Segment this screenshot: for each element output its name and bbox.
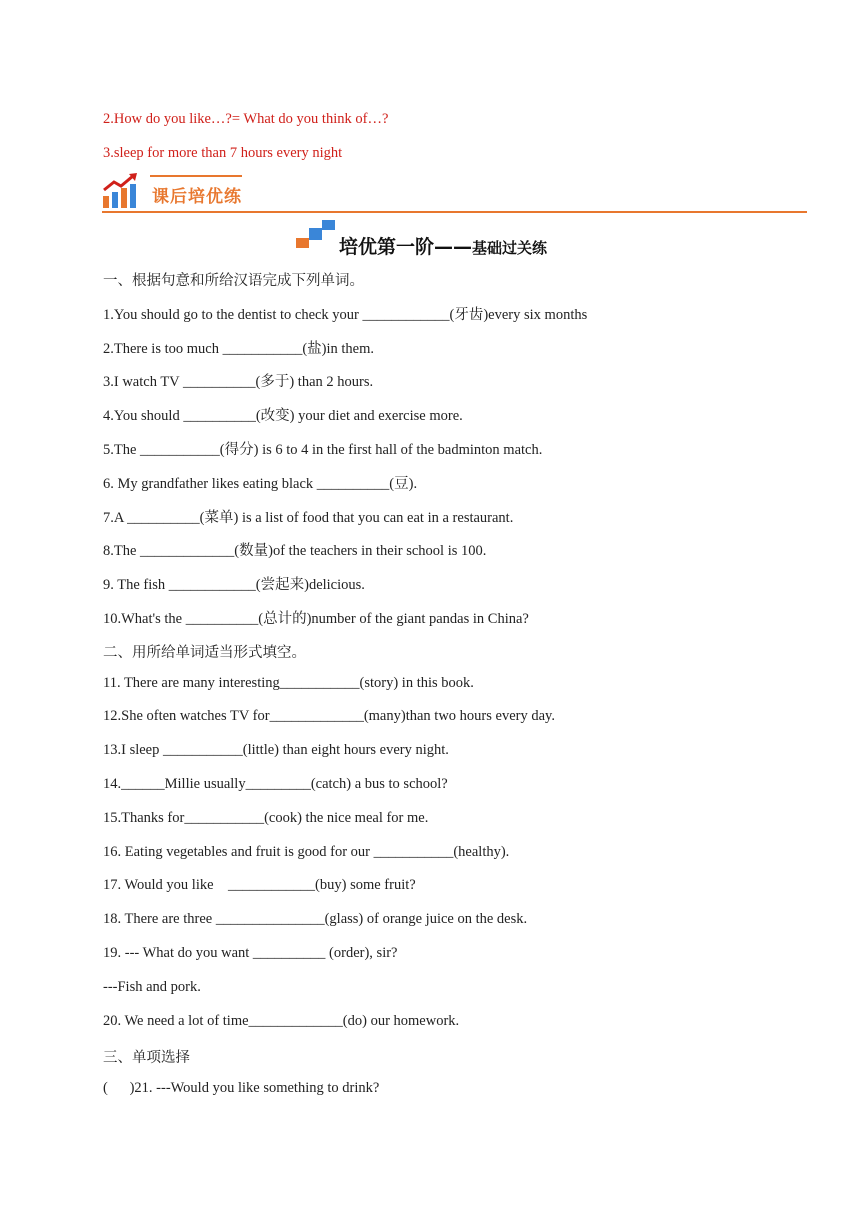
level-title xyxy=(339,232,547,259)
banner-top-rule xyxy=(150,175,242,177)
banner-bottom-rule xyxy=(102,211,807,213)
section-title: 一、根据句意和所给汉语完成下列单词。 xyxy=(103,273,364,289)
section-banner xyxy=(102,172,807,216)
exercise-line: ( )21. ---Would you like something to drink? xyxy=(103,1080,380,1096)
note-line: 3.sleep for more than 7 hours every night xyxy=(103,145,343,161)
section-title: 三、单项选择 xyxy=(103,1050,190,1066)
exercise-line: 11. There are many interesting___________(story) in this book. xyxy=(103,675,474,691)
exercise-line: 3.I watch TV __________(多于) than 2 hours. xyxy=(103,374,374,390)
exercise-line: 7.A __________(菜单) is a list of food that you can eat in a restaurant. xyxy=(103,510,514,526)
exercise-line: 13.I sleep ___________(little) than eight hours every night. xyxy=(103,742,449,758)
exercise-line: 9. The fish ____________(尝起来)delicious. xyxy=(103,577,365,593)
exercise-line: 19. --- What do you want __________ (order), sir? xyxy=(103,945,398,961)
stairs-icon xyxy=(296,220,336,250)
exercise-line: 1.You should go to the dentist to check your ____________(牙齿)every six months xyxy=(103,307,588,323)
section-title: 二、用所给单词适当形式填空。 xyxy=(103,645,306,661)
exercise-line: 16. Eating vegetables and fruit is good for our ___________(healthy). xyxy=(103,844,510,860)
exercise-line: 18. There are three _______________(glass) of orange juice on the desk. xyxy=(103,911,528,927)
exercise-line: 17. Would you like ____________(buy) some fruit? xyxy=(103,877,416,893)
level-title-dash: —— xyxy=(434,236,473,258)
exercise-line: 10.What's the __________(总计的)number of the giant pandas in China? xyxy=(103,611,529,627)
note-line: 2.How do you like…?= What do you think of…? xyxy=(103,111,389,127)
exercise-line: 6. My grandfather likes eating black __________(豆). xyxy=(103,476,418,492)
exercise-line: 14.______Millie usually_________(catch) a bus to school? xyxy=(103,776,448,792)
exercise-line: ---Fish and pork. xyxy=(103,979,201,995)
exercise-line: 12.She often watches TV for_____________(many)than two hours every day. xyxy=(103,708,555,724)
exercise-line: 2.There is too much ___________(盐)in them. xyxy=(103,341,375,357)
exercise-line: 20. We need a lot of time_____________(do) our homework. xyxy=(103,1013,460,1029)
exercise-line: 5.The ___________(得分) is 6 to 4 in the first hall of the badminton match. xyxy=(103,442,543,458)
level-title-sub: 基础过关练 xyxy=(472,239,548,257)
bar-chart-arrow-icon xyxy=(102,172,144,210)
banner-title: 课后培优练 xyxy=(152,187,242,207)
exercise-line: 15.Thanks for___________(cook) the nice meal for me. xyxy=(103,810,429,826)
level-title-main: 培优第一阶 xyxy=(339,236,435,258)
exercise-line: 4.You should __________(改变) your diet and exercise more. xyxy=(103,408,463,424)
exercise-line: 8.The _____________(数量)of the teachers in their school is 100. xyxy=(103,543,487,559)
